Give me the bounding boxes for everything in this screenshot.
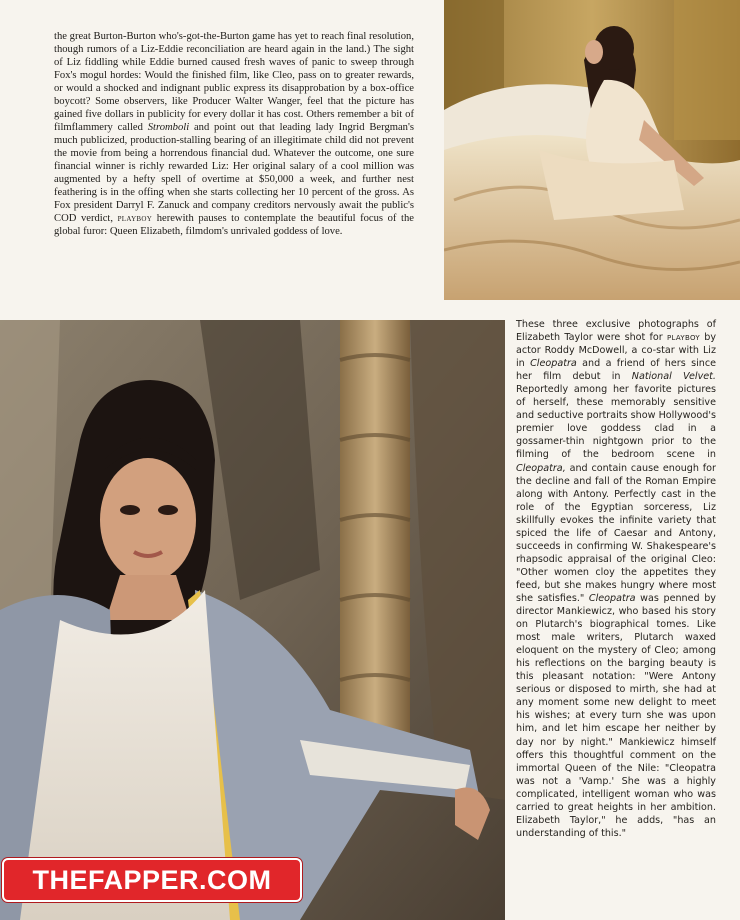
- caption-text-3: and a friend of hers since her film debut in: [516, 358, 716, 383]
- article-text-1: the great Burton-Burton who's-got-the-Burton game has yet to reach final resolution, though rumors of a Liz-Eddie reconciliation are heard again in the land.) The sight of Liz fiddling while Eddie burned caused fresh waves of panic to sweep through Fox's mogul hordes: Would the finished film, like Cleo, pass on to greater rewards, or would a shocked and indignant public express its disapprobation by a box-office boycott? Some observers, like Producer Walter Wanger, feel that the picture has gained five dollars in publicity for every dollar it has cost. Others remember a bit of filmflammery called: [54, 31, 414, 133]
- photo-portrait: [0, 320, 505, 920]
- article-film-title: Stromboli: [147, 122, 190, 133]
- article-column: [54, 30, 414, 238]
- photo-bed-scene: [444, 0, 740, 300]
- caption-text-2: by actor Roddy McDowell, a co-star with Liz in: [516, 332, 716, 370]
- article-brand: playboy: [117, 213, 153, 224]
- caption-text-4: Reportedly among her favorite pictures of herself, these memorably sensitive and seductive portraits show Hollywood's premier love goddess clad in a gossamer-thin nightgown prior to the filming of the bedroom scene in: [516, 384, 716, 461]
- watermark-text: THEFAPPER.COM: [32, 864, 272, 895]
- caption-film-title-1: Cleopatra: [530, 358, 577, 370]
- caption-text-6: was penned by director Mankiewicz, who based his story on Plutarch's biographical tomes. Like most male writers, Plutarch waxed eloquent on the mystery of Cleo; among his reflections on the barging beauty is this pleasant notation: "Were Antony serious or disposed to mirth, she had at any moment some new delight to meet his wishes; at every turn she was upon him, and let him escape her neither by day nor by night." Mankiewicz himself offers this thoughtful comment on the immortal Queen of the Nile: "Cleopatra was not a 'Vamp.' She was a highly complicated, intelligent woman who was carried to great heights in her ambition. Elizabeth Taylor," he adds, "has an understanding of this.": [516, 592, 716, 839]
- caption-film-title-2: National Velvet.: [631, 371, 716, 383]
- caption-text-1: These three exclusive photographs of Elizabeth Taylor were shot for: [516, 319, 716, 344]
- watermark-badge: [2, 858, 302, 902]
- article-text-2: and point out that leading lady Ingrid Bergman's much publicized, production-stalling bearing of an illegitimate child did not prevent the movie from being a horrendous financial dud. Whatever the outcome, one sure financial winner is richly rewarded Liz: Her original salary of a cool million was augmented by a hefty spell of overtime at $50,000 a week, and further nest feathering is in the offing when she starts collecting her 10 percent of the gross. As Fox president Darryl F. Zanuck and company creditors nervously await the public's COD verdict,: [54, 122, 415, 224]
- caption-film-title-3: Cleopatra,: [516, 462, 566, 474]
- photo-caption: [516, 318, 716, 840]
- caption-brand: playboy: [666, 332, 700, 344]
- caption-film-title-4: Cleopatra: [588, 592, 636, 604]
- article-text-3: herewith pauses to contemplate the beautiful focus of the global furor: Queen Elizabeth, filmdom's unrivaled goddess of love.: [54, 213, 414, 237]
- caption-text-5: and contain cause enough for the decline and fall of the Roman Empire along with Antony. Perfectly cast in the role of the Egyptian sorceress, Liz skillfully evokes the infinite variety that spiced the life of Caesar and Antony, succeeds in confirming W. Shakespeare's rhapsodic appraisal of the original Cleo: "Other women cloy the appetites they feed, but she makes hungry where most she satisfies.": [516, 462, 716, 604]
